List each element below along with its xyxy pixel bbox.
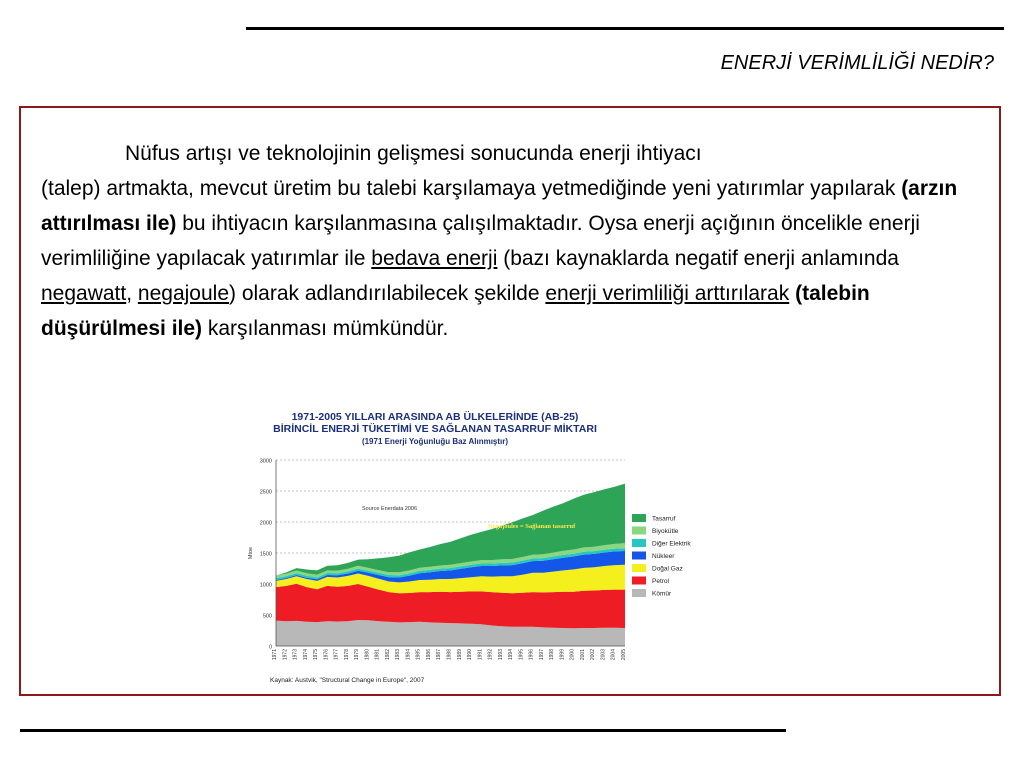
slide-title: ENERJİ VERİMLİLİĞİ NEDİR? (720, 52, 994, 74)
x-tick-label: 1983 (395, 649, 402, 661)
top-rule (246, 27, 1004, 30)
annotation-source: Source Enerdata 2006 (362, 506, 418, 512)
x-tick-label: 1989 (456, 649, 463, 661)
x-tick-label: 1977 (333, 649, 340, 661)
x-tick-label: 1974 (302, 649, 309, 661)
y-tick-label: 0 (268, 644, 272, 651)
energy-chart-svg (240, 406, 732, 690)
x-tick-label: 1992 (487, 649, 494, 661)
y-axis-label: Mtoe (248, 546, 254, 560)
paragraph-rest (41, 171, 981, 346)
x-tick-label: 1997 (538, 649, 545, 661)
body-paragraph (41, 136, 981, 346)
x-tick-label: 2005 (621, 649, 627, 661)
underlined-free-energy: bedava enerji (371, 247, 498, 270)
x-tick-label: 2002 (590, 649, 597, 661)
chart-title-line: BİRİNCİL ENERJİ TÜKETİMİ VE SAĞLANAN TASARRUF MİKTARI (273, 423, 597, 435)
x-tick-label: 1998 (549, 649, 556, 661)
legend-swatch (632, 514, 646, 522)
underlined-negawatt: negawatt (41, 282, 127, 305)
x-tick-label: 1978 (343, 649, 350, 661)
bold-phrase-demand: (talebin düşürülmesi ile) (41, 282, 870, 340)
annotation-negajoules: Negajoules = Sağlanan tasarruf (488, 523, 576, 530)
y-tick-label: 2500 (259, 489, 272, 496)
x-tick-label: 1982 (384, 649, 391, 661)
legend-label: Doğal Gaz (652, 565, 683, 573)
legend-swatch (632, 564, 646, 572)
text-segment: , (126, 282, 138, 305)
chart-title-line: 1971-2005 YILLARI ARASINDA AB ÜLKELERİNDE (AB-25) (291, 411, 579, 423)
x-tick-label: 1979 (354, 649, 361, 661)
x-tick-label: 1995 (518, 649, 525, 661)
legend-swatch (632, 539, 646, 547)
x-tick-label: 1973 (292, 649, 299, 661)
underlined-negajoule: negajoule (137, 282, 229, 305)
y-tick-label: 1000 (259, 582, 272, 589)
y-tick-label: 1500 (259, 551, 272, 558)
x-tick-label: 1986 (425, 649, 432, 661)
text-segment: (talep) artmakta, mevcut üretim bu talebi karşılamaya yetmediğinde yeni yatırımlar yapılarak (41, 177, 902, 200)
x-tick-label: 1984 (405, 649, 412, 661)
x-tick-label: 1988 (446, 649, 453, 661)
content-box (19, 106, 1001, 696)
x-tick-label: 1972 (282, 649, 289, 661)
x-tick-label: 2000 (569, 649, 576, 661)
text-segment: (bazı kaynaklarda negatif enerji anlamında (497, 247, 899, 270)
y-tick-label: 3000 (259, 458, 272, 465)
chart-title-line: (1971 Enerji Yoğunluğu Baz Alınmıştır) (361, 437, 509, 446)
x-tick-label: 1987 (436, 649, 443, 661)
legend-label: Nükleer (652, 553, 675, 560)
x-tick-label: 1990 (467, 649, 474, 661)
legend-swatch (632, 527, 646, 535)
legend-swatch (632, 589, 646, 597)
x-tick-label: 2003 (600, 649, 607, 661)
legend-label: Tasarruf (652, 515, 676, 523)
x-tick-label: 1980 (364, 649, 371, 661)
legend-swatch (632, 577, 646, 585)
legend-label: Kömür (652, 590, 672, 598)
paragraph-first-line: Nüfus artışı ve teknolojinin gelişmesi sonucunda enerji ihtiyacı (125, 142, 702, 165)
legend-label: Petrol (652, 578, 669, 585)
chart-source-note: Kaynak: Austvik, "Structural Change in Europe", 2007 (270, 677, 425, 684)
y-tick-label: 500 (262, 613, 272, 620)
x-tick-label: 1975 (313, 649, 320, 661)
x-tick-label: 1999 (559, 649, 566, 661)
text-segment: karşılanması mümkündür. (202, 317, 449, 340)
legend-label: Biyokütle (652, 528, 679, 535)
text-segment: ) olarak adlandırılabilecek şekilde (229, 282, 546, 305)
legend-label: Diğer Elektrik (652, 540, 691, 548)
bottom-rule (20, 729, 786, 732)
x-tick-label: 1994 (508, 649, 515, 661)
legend-swatch (632, 552, 646, 560)
energy-chart (240, 406, 732, 690)
x-tick-label: 1993 (497, 649, 504, 661)
text-segment: bu ihtiyacın karşılanmasına çalışılmaktadır. Oysa enerji açığının öncelikle enerji verimliliğine yapılacak yatırımlar ile (41, 212, 920, 270)
bold-phrase-supply: (arzın attırılması ile) (41, 177, 958, 235)
x-tick-label: 1996 (528, 649, 535, 661)
x-tick-label: 1971 (272, 649, 278, 661)
x-tick-label: 1991 (477, 649, 484, 661)
x-tick-label: 2004 (610, 649, 617, 661)
underlined-efficiency: enerji verimliliği arttırılarak (545, 282, 790, 305)
x-tick-label: 1976 (323, 649, 330, 661)
x-tick-label: 1985 (415, 649, 422, 661)
x-tick-label: 2001 (579, 649, 586, 661)
y-tick-label: 2000 (259, 520, 272, 527)
x-tick-label: 1981 (374, 649, 381, 661)
